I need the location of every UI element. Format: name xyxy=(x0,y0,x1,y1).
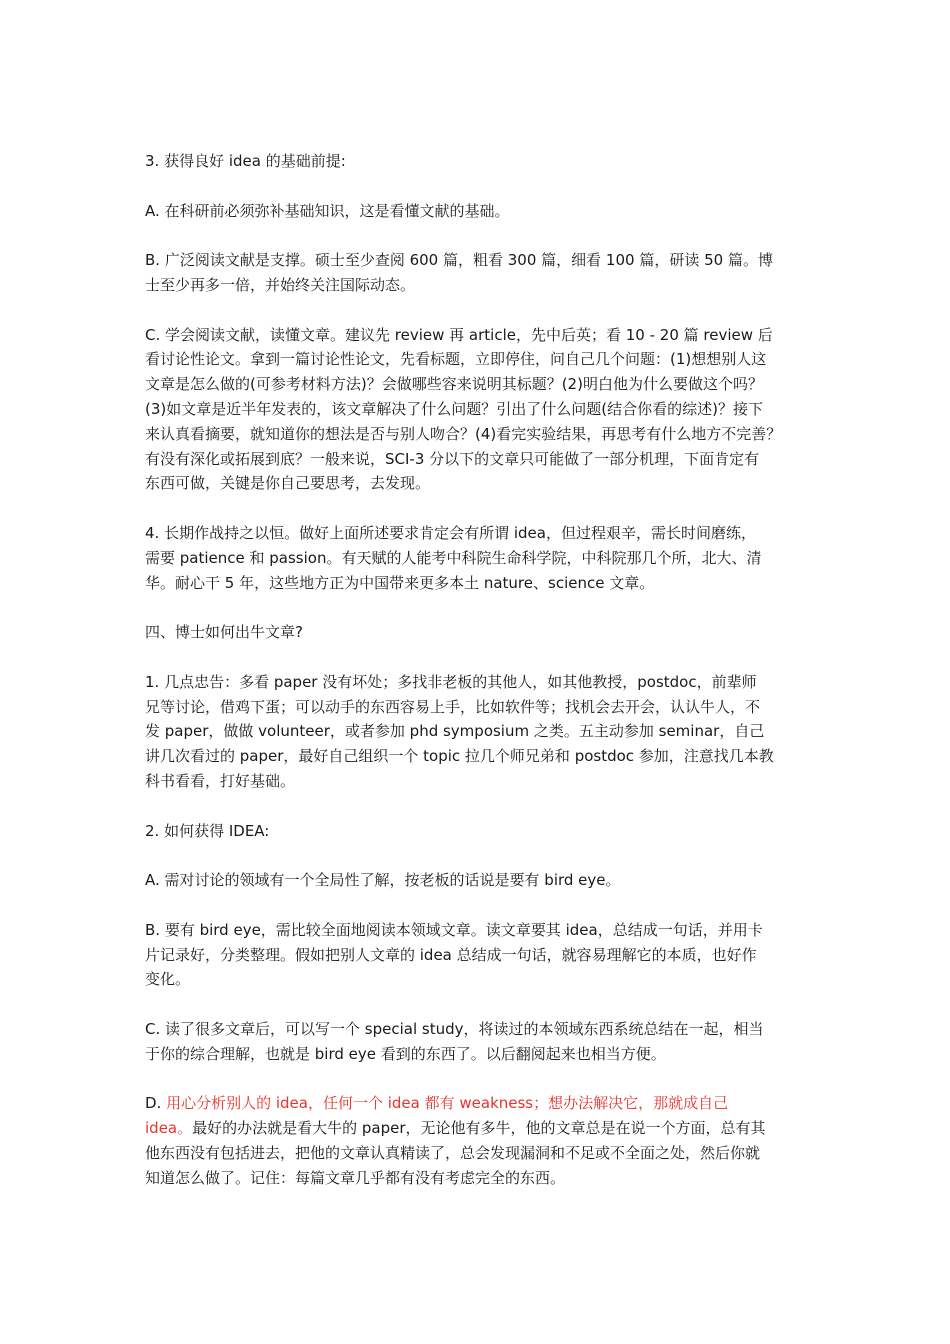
paragraph-line: 知道怎么做了。记住：每篇文章几乎都有没有考虑完全的东西。 xyxy=(145,1168,566,1187)
paragraph-line: 看讨论性论文。拿到一篇讨论性论文，先看标题，立即停住，问自己几个问题：(1)想想别人这 xyxy=(145,350,767,369)
paragraph-line: 有没有深化或拓展到底？一般来说，SCI-3 分以下的文章只可能做了一部分机理，下面肯定有 xyxy=(145,449,760,468)
paragraph-line xyxy=(145,1091,815,1116)
paragraph-line: 发 paper，做做 volunteer，或者参加 phd symposium 之类。五主动参加 seminar，自己 xyxy=(145,722,765,741)
paragraph xyxy=(145,819,815,844)
paragraph xyxy=(145,199,815,224)
paragraph-line: 于你的综合理解，也就是 bird eye 看到的东西了。以后翻阅起来也相当方便。 xyxy=(145,1044,666,1063)
paragraph-line: 讲几次看过的 paper，最好自己组织一个 topic 拉几个师兄弟和 postdoc 参加，注意找几本教 xyxy=(145,747,774,766)
paragraph-line: 他东西没有包括进去，把他的文章认真精读了，总会发现漏洞和不足或不全面之处，然后你就 xyxy=(145,1143,761,1162)
paragraph-line: A. 在科研前必须弥补基础知识，这是看懂文献的基础。 xyxy=(145,201,510,220)
paragraph-line: A. 需对讨论的领域有一个全局性了解，按老板的话说是要有 bird eye。 xyxy=(145,871,621,890)
paragraph-line: 华。耐心干 5 年，这些地方正为中国带来更多本土 nature、science 文章。 xyxy=(145,573,655,592)
paragraph-line: 兄等讨论，借鸡下蛋；可以动手的东西容易上手，比如软件等；找机会去开会，认认牛人，不 xyxy=(145,697,761,716)
paragraph-line: C. 读了很多文章后，可以写一个 special study，将读过的本领域东西系统总结在一起，相当 xyxy=(145,1019,764,1038)
paragraph-d-highlight xyxy=(145,1091,815,1190)
paragraph xyxy=(145,149,815,174)
paragraph-line: 科书看看，打好基础。 xyxy=(145,771,296,790)
paragraph xyxy=(145,620,815,645)
paragraph-line: C. 学会阅读文献，读懂文章。建议先 review 再 article，先中后英；看 10 - 20 篇 review 后 xyxy=(145,325,773,344)
document-body xyxy=(145,149,815,1215)
paragraph xyxy=(145,1017,815,1067)
paragraph-line: (3)如文章是近半年发表的，该文章解决了什么问题？引出了什么问题(结合你看的综述)？接下 xyxy=(145,399,763,418)
paragraph xyxy=(145,670,815,794)
paragraph-text: 最好的办法就是看大牛的 paper，无论他有多牛，他的文章总是在说一个方面，总有其 xyxy=(192,1119,766,1138)
paragraph xyxy=(145,868,815,893)
paragraph-line: 3. 获得良好 idea 的基础前提: xyxy=(145,152,346,170)
paragraph-line: 1. 几点忠告：多看 paper 没有坏处；多找非老板的其他人，如其他教授，postdoc，前辈师 xyxy=(145,672,757,691)
paragraph-line: 东西可做，关键是你自己要思考，去发现。 xyxy=(145,474,431,493)
highlighted-text: idea。 xyxy=(145,1119,193,1138)
paragraph xyxy=(145,521,815,595)
paragraph-line: 片记录好，分类整理。假如把别人文章的 idea 总结成一句话，就容易理解它的本质，也好作 xyxy=(145,945,757,964)
paragraph-line: 4. 长期作战持之以恒。做好上面所述要求肯定会有所谓 idea，但过程艰辛，需长时间磨练， xyxy=(145,523,756,542)
paragraph-line xyxy=(145,1116,815,1141)
paragraph-line: B. 要有 bird eye，需比较全面地阅读本领域文章。读文章要其 idea，总结成一句话，并用卡 xyxy=(145,920,763,939)
paragraph-prefix: D. xyxy=(145,1094,167,1113)
paragraph xyxy=(145,918,815,992)
paragraph-list xyxy=(145,149,815,1066)
paragraph-line: B. 广泛阅读文献是支撑。硕士至少查阅 600 篇，粗看 300 篇，细看 100 篇，研读 50 篇。博 xyxy=(145,251,773,270)
paragraph-line: 文章是怎么做的(可参考材料方法)？会做哪些容来说明其标题？(2)明白他为什么要做这个吗？ xyxy=(145,375,763,394)
paragraph-line: 2. 如何获得 IDEA: xyxy=(145,821,270,840)
paragraph-line: 四、博士如何出牛文章? xyxy=(145,623,303,642)
paragraph-line: 士至少再多一倍，并始终关注国际动态。 xyxy=(145,275,416,294)
paragraph-line: 来认真看摘要，就知道你的想法是否与别人吻合？(4)看完实验结果，再思考有什么地方不完善？ xyxy=(145,424,782,443)
highlighted-text: 用心分析别人的 idea，任何一个 idea 都有 weakness；想办法解决它，那就成自己 xyxy=(166,1094,729,1113)
paragraph xyxy=(145,248,815,298)
paragraph xyxy=(145,323,815,497)
paragraph-line: 需要 patience 和 passion。有天赋的人能考中科院生命科学院，中科院那几个所，北大、清 xyxy=(145,548,762,567)
paragraph-line: 变化。 xyxy=(145,970,191,989)
